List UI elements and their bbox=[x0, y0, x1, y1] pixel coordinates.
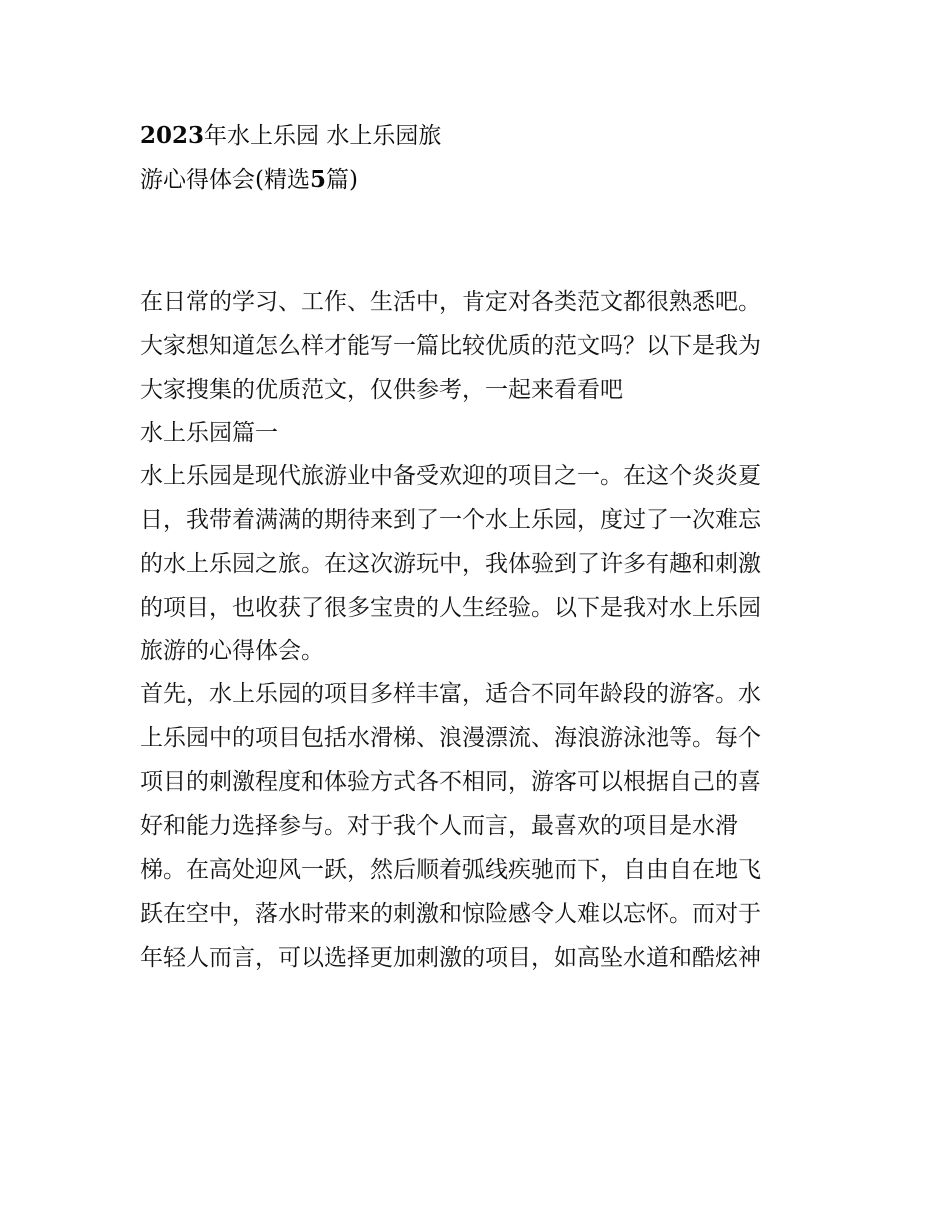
paragraph-2 bbox=[140, 672, 820, 980]
intro-line: 在日常的学习、工作、生活中，肯定对各类范文都很熟悉吧。 bbox=[140, 289, 761, 315]
document-title bbox=[140, 114, 820, 202]
paragraph-line: 上乐园中的项目包括水滑梯、浪漫漂流、海浪游泳池等。每个 bbox=[140, 725, 761, 751]
paragraph-line: 年轻人而言，可以选择更加刺激的项目，如高坠水道和酷炫神 bbox=[140, 945, 761, 971]
title-year: 2023 bbox=[140, 122, 205, 149]
title-text-1: 年水上乐园 水上乐园旅 bbox=[204, 123, 442, 149]
paragraph-line: 旅游的心得体会。 bbox=[140, 638, 324, 664]
paragraph-line: 水上乐园是现代旅游业中备受欢迎的项目之一。在这个炎炎夏 bbox=[140, 463, 761, 489]
paragraph-line: 跃在空中，落水时带来的刺激和惊险感令人难以忘怀。而对于 bbox=[140, 901, 761, 927]
paragraph-line: 首先，水上乐园的项目多样丰富，适合不同年龄段的游客。水 bbox=[140, 681, 761, 707]
title-text-2: 游心得体会(精选 bbox=[140, 167, 310, 193]
intro-paragraph bbox=[140, 280, 820, 412]
intro-line: 大家想知道怎么样才能写一篇比较优质的范文吗？以下是我为 bbox=[140, 333, 761, 359]
intro-line: 大家搜集的优质范文，仅供参考，一起来看看吧 bbox=[140, 377, 623, 403]
title-count: 5 bbox=[309, 166, 326, 193]
title-line-2 bbox=[140, 158, 820, 202]
paragraph-line: 梯。在高处迎风一跃，然后顺着弧线疾驰而下，自由自在地飞 bbox=[140, 857, 761, 883]
paragraph-line: 的项目，也收获了很多宝贵的人生经验。以下是我对水上乐园 bbox=[140, 595, 761, 621]
document-body bbox=[140, 280, 820, 980]
paragraph-line: 的水上乐园之旅。在这次游玩中，我体验到了许多有趣和刺激 bbox=[140, 551, 761, 577]
paragraph-1 bbox=[140, 454, 820, 672]
title-line-1 bbox=[140, 114, 820, 158]
title-text-3: 篇) bbox=[326, 167, 358, 193]
paragraph-line: 好和能力选择参与。对于我个人而言，最喜欢的项目是水滑 bbox=[140, 813, 738, 839]
paragraph-line: 项目的刺激程度和体验方式各不相同，游客可以根据自己的喜 bbox=[140, 769, 761, 795]
section-heading: 水上乐园篇一 bbox=[140, 420, 278, 446]
paragraph-line: 日，我带着满满的期待来到了一个水上乐园，度过了一次难忘 bbox=[140, 507, 761, 533]
